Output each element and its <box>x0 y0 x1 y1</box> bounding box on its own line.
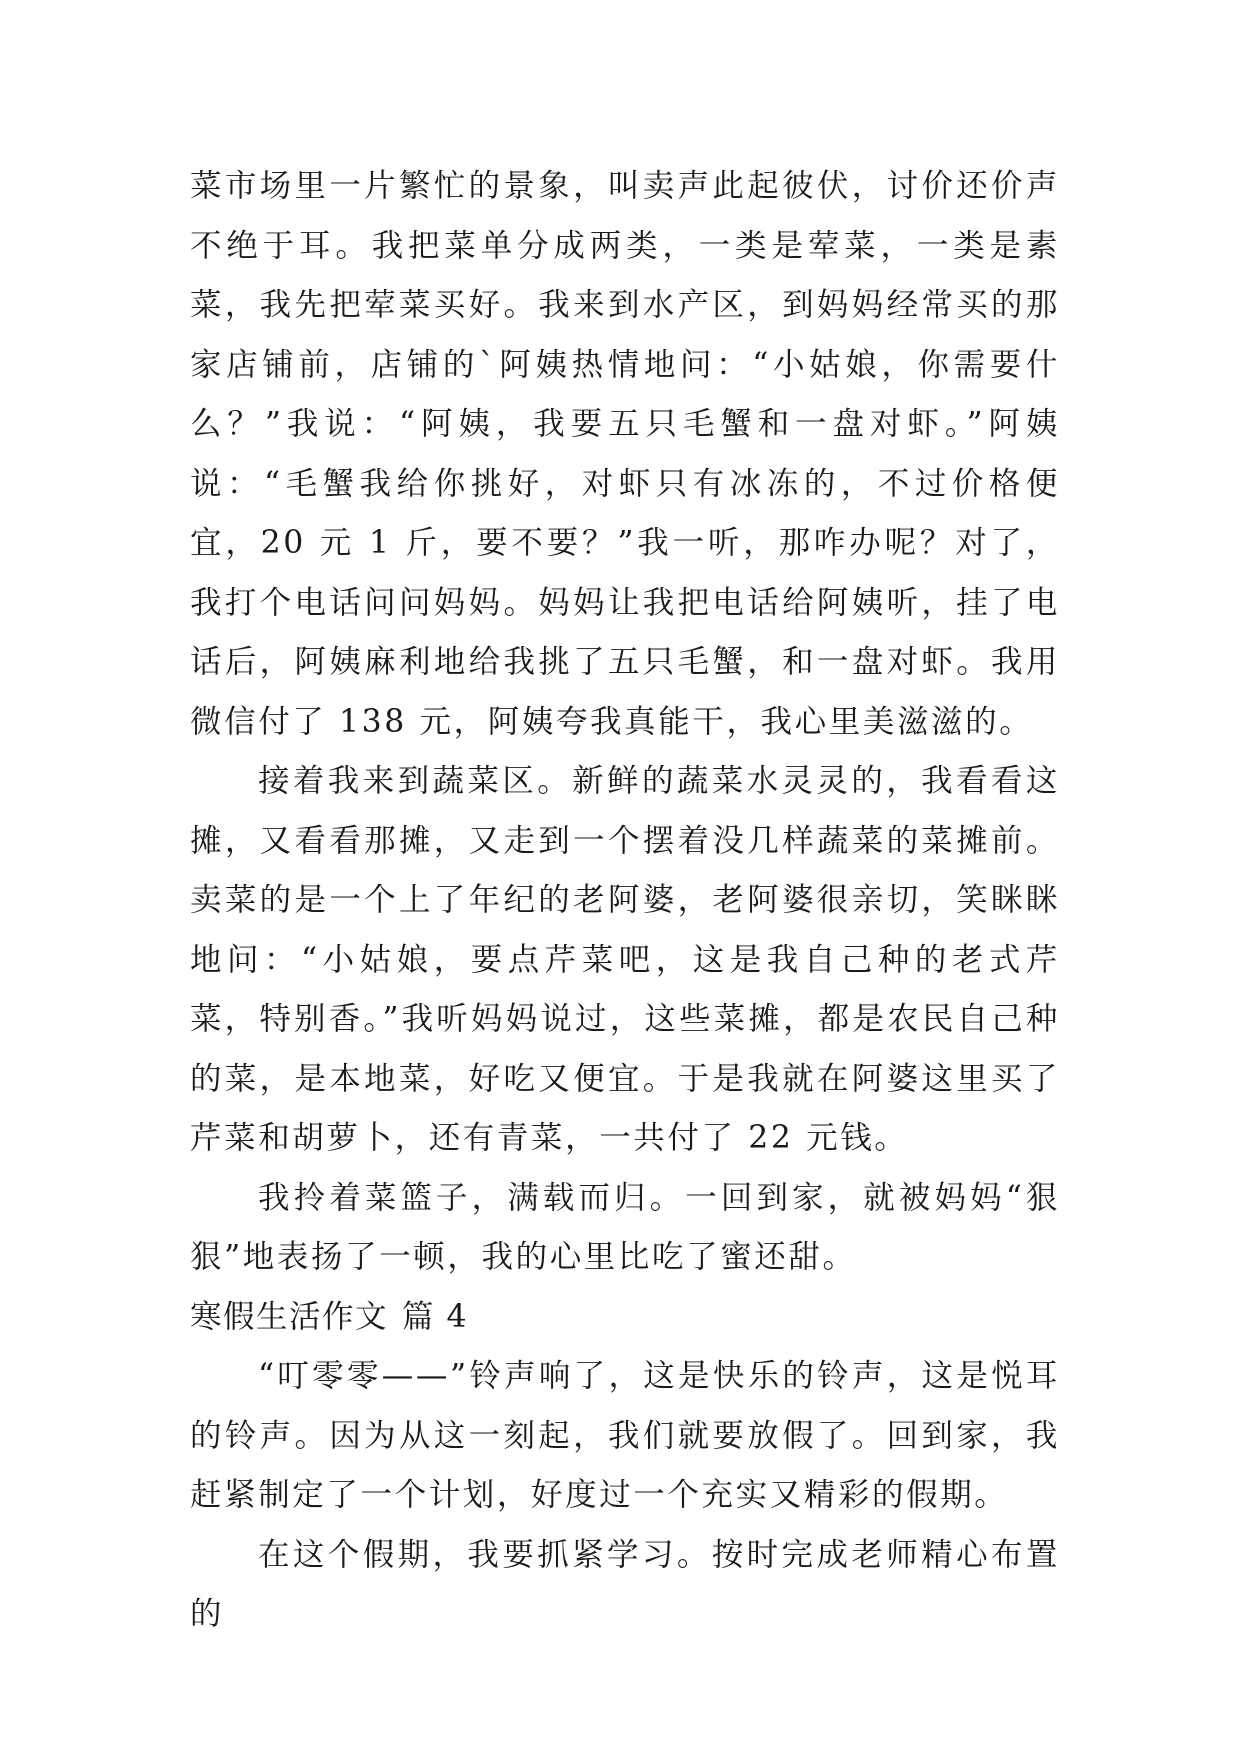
paragraph-holiday-start: “叮零零——”铃声响了，这是快乐的铃声，这是悦耳的铃声。因为从这一刻起，我们就要放假了。回到家，我赶紧制定了一个计划，好度过一个充实又精彩的假期。 <box>190 1358 1060 1513</box>
section-heading-title: 寒假生活作文 <box>190 1298 389 1335</box>
section-heading-number: 篇 4 <box>402 1298 469 1335</box>
paragraph-study-plan: 在这个假期，我要抓紧学习。按时完成老师精心布置的 <box>190 1536 1060 1632</box>
paragraph-vegetable-area: 接着我来到蔬菜区。新鲜的蔬菜水灵灵的，我看看这摊，又看看那摊，又走到一个摆着没几样蔬菜的菜摊前。卖菜的是一个上了年纪的老阿婆，老阿婆很亲切，笑眯眯地问：“小姑娘，要点芹菜吧，这是我自己种的老式芹菜，特别香。”我听妈妈说过，这些菜摊，都是农民自己种的菜，是本地菜，好吃又便宜。于是我就在阿婆这里买了芹菜和胡萝卜，还有青菜，一共付了 22 元钱。 <box>190 763 1060 1156</box>
paragraph-return-home: 我拎着菜篮子，满载而归。一回到家，就被妈妈“狠狠”地表扬了一顿，我的心里比吃了蜜还甜。 <box>190 1179 1060 1275</box>
section-heading <box>190 1288 1060 1348</box>
document-body <box>190 157 1060 1645</box>
paragraph-market-overview: 菜市场里一片繁忙的景象，叫卖声此起彼伏，讨价还价声不绝于耳。我把菜单分成两类，一类是荤菜，一类是素菜，我先把荤菜买好。我来到水产区，到妈妈经常买的那家店铺前，店铺的`阿姨热情地问：“小姑娘，你需要什么？”我说：“阿姨，我要五只毛蟹和一盘对虾。”阿姨说：“毛蟹我给你挑好，对虾只有冰冻的，不过价格便宜，20 元 1 斤，要不要？”我一听，那咋办呢？对了，我打个电话问问妈妈。妈妈让我把电话给阿姨听，挂了电话后，阿姨麻利地给我挑了五只毛蟹，和一盘对虾。我用微信付了 138 元，阿姨夸我真能干，我心里美滋滋的。 <box>190 168 1060 740</box>
